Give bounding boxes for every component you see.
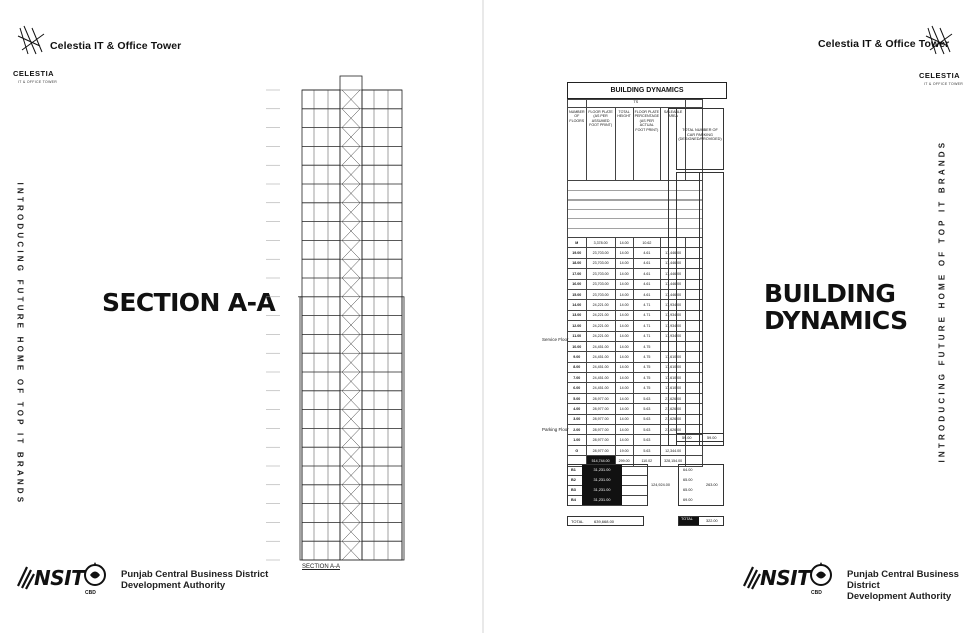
- celestia-logo-icon: [14, 24, 48, 66]
- table-cell: 14.00: [615, 404, 633, 414]
- table-cell: 19.00: [568, 248, 587, 258]
- table-cell: 5.00: [568, 393, 587, 403]
- table-cell: 17,934.00: [661, 300, 686, 310]
- table-cell: 10.00: [568, 341, 587, 351]
- table-cell: 23,703.00: [586, 269, 615, 279]
- basement-floor-plate: 31,231.00: [582, 495, 622, 505]
- subtotal-cell: 514,744.00: [586, 456, 615, 466]
- table-cell: 14.00: [615, 310, 633, 320]
- logo-subtitle-right: IT & OFFICE TOWER: [924, 82, 964, 86]
- table-cell: 28,977.00: [586, 435, 615, 445]
- authority-name-right: [847, 569, 965, 602]
- table-cell: 23,703.00: [586, 289, 615, 299]
- table-cell: 21,626.00: [661, 404, 686, 414]
- table-cell: 23,703.00: [586, 279, 615, 289]
- table-cell: 14.00: [615, 435, 633, 445]
- table-cell: 18.00: [568, 258, 587, 268]
- table-cell: 3,378.00: [586, 238, 615, 248]
- table-cell: 3.00: [568, 414, 587, 424]
- section-drawing: [262, 72, 410, 564]
- basement-parking-value: 65.00: [683, 488, 693, 492]
- table-cell: 21,626.00: [661, 425, 686, 435]
- table-cell: 14.00: [615, 321, 633, 331]
- table-cell: 14.00: [615, 269, 633, 279]
- table-cell: 4.00: [568, 404, 587, 414]
- table-cell: 16.00: [568, 279, 587, 289]
- table-cell: 4.71: [633, 321, 661, 331]
- cbd-emblem-icon: [80, 560, 110, 594]
- table-cell: 17,446.00: [661, 248, 686, 258]
- section-title: SECTION A-A: [102, 288, 276, 317]
- project-title: Celestia IT & Office Tower: [50, 40, 182, 52]
- table-cell: 1.00: [568, 435, 587, 445]
- table-cell: 14.00: [615, 258, 633, 268]
- table-cell: 14.00: [615, 352, 633, 362]
- section-drawing-caption: SECTION A-A: [302, 564, 341, 570]
- cbd-badge: CBD: [85, 590, 96, 596]
- table-cell: 14.00: [615, 279, 633, 289]
- celestia-logo-icon: [922, 24, 956, 66]
- basement-parking-box: [678, 464, 724, 506]
- table-cell: G: [568, 445, 587, 455]
- authority-line-1: Punjab Central Business District: [121, 569, 269, 580]
- col-header: NUMBER OF FLOORS: [568, 108, 587, 181]
- table-cell: 14.00: [615, 373, 633, 383]
- setback-wall-right: [402, 297, 404, 560]
- total-label: TOTAL: [571, 519, 584, 524]
- table-cell: 5.63: [633, 393, 661, 403]
- table-cell: 17,934.00: [661, 321, 686, 331]
- table-cell: 12.00: [568, 321, 587, 331]
- total-row: [567, 516, 644, 526]
- table-cell: 19.00: [615, 445, 633, 455]
- table-cell: 17,610.00: [661, 373, 686, 383]
- table-cell: 17,446.00: [661, 279, 686, 289]
- setback-wall-left: [300, 297, 302, 560]
- basement-table: [567, 464, 671, 506]
- table-cell: 17,446.00: [661, 289, 686, 299]
- col-spacer: [686, 100, 703, 108]
- table-cell: 2.00: [568, 425, 587, 435]
- table-cell: 24,451.00: [586, 383, 615, 393]
- project-title-right: Celestia IT & Office Tower: [818, 38, 950, 50]
- basement-row: [568, 495, 647, 506]
- left-page: [0, 0, 482, 633]
- table-cell: 7.00: [568, 373, 587, 383]
- side-tagline: INTRODUCING FUTURE HOME OF TOP IT BRANDS: [15, 182, 25, 506]
- table-subhead: TS: [586, 100, 686, 108]
- table-cell: 4.61: [633, 269, 661, 279]
- authority-line-1: Punjab Central Business District: [847, 569, 959, 591]
- table-cell: 4.71: [633, 310, 661, 320]
- table-cell: 14.00: [615, 383, 633, 393]
- logo-wordmark: CELESTIA: [13, 69, 55, 78]
- table-cell: 9.00: [568, 352, 587, 362]
- logo-wordmark-right: CELESTIA: [919, 71, 961, 80]
- basement-parking-value: 69.00: [683, 498, 693, 502]
- basement-level: B1: [571, 468, 576, 472]
- total-parking-row: [678, 516, 724, 526]
- table-cell: 8.00: [568, 362, 587, 372]
- table-cell: 14.00: [615, 238, 633, 248]
- table-cell: 17,446.00: [661, 258, 686, 268]
- table-cell: 14.00: [615, 331, 633, 341]
- subtotal-cell: 299.00: [615, 456, 633, 466]
- table-cell: 4.61: [633, 258, 661, 268]
- table-cell: 14.00: [615, 341, 633, 351]
- parking-floor-strip: [668, 108, 676, 446]
- authority-line-2: Development Authority: [121, 580, 226, 591]
- ground-parking-row: [676, 433, 724, 442]
- table-cell: 4.71: [633, 331, 661, 341]
- table-cell: 5.63: [633, 404, 661, 414]
- table-cell: 28,977.00: [586, 404, 615, 414]
- table-title: BUILDING DYNAMICS: [567, 82, 727, 99]
- table-cell: 11.00: [568, 331, 587, 341]
- basement-level: B3: [571, 488, 576, 492]
- table-cell: 24,221.00: [586, 321, 615, 331]
- authority-line-2: Development Authority: [847, 591, 952, 602]
- table-cell: 17,610.00: [661, 362, 686, 372]
- basement-floor-plate: 31,231.00: [582, 465, 622, 475]
- dynamics-title-line-2: DYNAMICS: [764, 306, 908, 335]
- table-cell: 5.63: [633, 414, 661, 424]
- basement-parking-value: 65.00: [683, 478, 693, 482]
- subtotal-cell: 110.02: [633, 456, 661, 466]
- table-cell: 4.61: [633, 248, 661, 258]
- table-cell: 5.63: [633, 445, 661, 455]
- basement-parking-total: 263.00: [706, 483, 718, 487]
- table-cell: 5.63: [633, 425, 661, 435]
- core-shaft: [340, 76, 362, 560]
- table-cell: 14.00: [615, 393, 633, 403]
- table-cell: 17,610.00: [661, 352, 686, 362]
- parking-column-divider: [699, 172, 700, 446]
- nsit-logo: NSIT: [34, 566, 85, 590]
- table-cell: 14.00: [615, 289, 633, 299]
- table-cell: 21,626.00: [661, 414, 686, 424]
- table-cell: 24,451.00: [586, 352, 615, 362]
- table-cell: 21,626.00: [661, 393, 686, 403]
- col-header: FLOOR PLATE (AS PER ASSUMED FOOT PRINT): [586, 108, 615, 181]
- col-spacer: [568, 100, 587, 108]
- dynamics-title: [764, 280, 908, 334]
- table-cell: 4.75: [633, 362, 661, 372]
- table-cell: 17,934.00: [661, 310, 686, 320]
- table-cell: 6.00: [568, 383, 587, 393]
- col-header: TOTAL HEIGHT: [615, 108, 633, 181]
- table-cell: 12,344.00: [661, 445, 686, 455]
- col-header: SALEABLE AREA: [661, 108, 686, 181]
- tower-block-left: [302, 90, 340, 560]
- subtotal-cell: 328,154.00: [661, 456, 686, 466]
- table-cell: M: [568, 238, 587, 248]
- table-cell: 10.62: [633, 238, 661, 248]
- table-cell: 28,977.00: [586, 445, 615, 455]
- cbd-emblem-icon: [806, 560, 836, 594]
- total-area: 639,668.00: [594, 519, 615, 524]
- table-cell: 4.75: [633, 373, 661, 383]
- table-cell: 17,934.00: [661, 331, 686, 341]
- table-cell: 14.00: [615, 248, 633, 258]
- logo-subtitle: IT & OFFICE TOWER: [18, 80, 58, 84]
- table-cell: 17,610.00: [661, 383, 686, 393]
- table-cell: 28,977.00: [586, 425, 615, 435]
- parking-header: TOTAL NUMBER OF CAR PARKING (DESIGNED/PROVIDED): [678, 128, 722, 142]
- table-cell: 14.00: [615, 414, 633, 424]
- ground-parking-provided: 59.00: [707, 436, 717, 440]
- nsit-logo-right: NSIT: [760, 566, 811, 590]
- ground-parking-designed: 59.00: [682, 436, 692, 440]
- service-floor-label: Service Floor: [542, 337, 569, 342]
- table-cell: 14.00: [568, 300, 587, 310]
- table-cell: 24,451.00: [586, 373, 615, 383]
- dynamics-title-line-1: BUILDING: [764, 279, 896, 308]
- table-cell: 23,703.00: [586, 258, 615, 268]
- table-cell: 24,451.00: [586, 362, 615, 372]
- basement-level: B4: [571, 498, 576, 502]
- table-cell: 24,221.00: [586, 300, 615, 310]
- table-cell: 24,451.00: [586, 341, 615, 351]
- col-header: FLOOR PLATE PERCENTAGE (AS PER ACTUAL FOOT PRINT): [633, 108, 661, 181]
- table-cell: 4.75: [633, 341, 661, 351]
- table-cell: 4.75: [633, 352, 661, 362]
- parking-column: [676, 172, 724, 446]
- table-cell: 14.00: [615, 362, 633, 372]
- table-cell: 24,221.00: [586, 331, 615, 341]
- table-cell: 14.00: [615, 425, 633, 435]
- table-cell: 17.00: [568, 269, 587, 279]
- basement-floor-plate: 31,231.00: [582, 485, 622, 495]
- cbd-badge-right: CBD: [811, 590, 822, 596]
- total-parking-value: 322.00: [706, 519, 718, 523]
- parking-floor-label: Parking Floor: [542, 427, 569, 432]
- table-cell: 15.00: [568, 289, 587, 299]
- table-cell: 4.75: [633, 383, 661, 393]
- total-parking-label: TOTAL: [679, 517, 699, 525]
- table-cell: 4.71: [633, 300, 661, 310]
- table-cell-spacer: [686, 445, 703, 455]
- table-cell: 28,977.00: [586, 393, 615, 403]
- table-cell: 23,703.00: [586, 248, 615, 258]
- table-cell: 13.00: [568, 310, 587, 320]
- basement-parking-value: 64.00: [683, 468, 693, 472]
- basement-area: 124,924.00: [651, 483, 671, 487]
- table-cell: 24,221.00: [586, 310, 615, 320]
- authority-name: [121, 569, 268, 591]
- table-cell: 17,446.00: [661, 269, 686, 279]
- basement-floor-plate: 31,231.00: [582, 475, 622, 485]
- table-cell: 4.61: [633, 279, 661, 289]
- table-cell: 4.61: [633, 289, 661, 299]
- table-cell: 14.00: [615, 300, 633, 310]
- basement-level: B2: [571, 478, 576, 482]
- table-cell: 5.63: [633, 435, 661, 445]
- table-cell: 28,977.00: [586, 414, 615, 424]
- side-tagline-right: INTRODUCING FUTURE HOME OF TOP IT BRANDS: [937, 139, 947, 463]
- tower-block-right: [362, 90, 402, 560]
- table-row: [568, 445, 703, 455]
